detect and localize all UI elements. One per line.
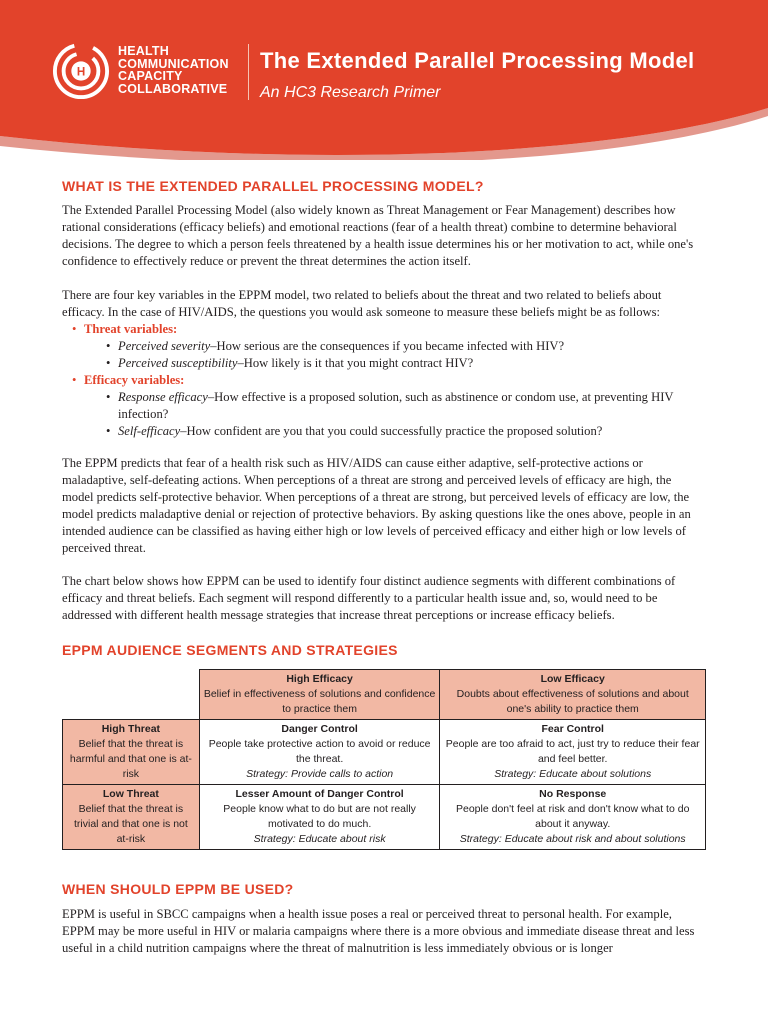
header-divider [248,44,249,100]
section-heading-audience-segments: EPPM AUDIENCE SEGMENTS AND STRATEGIES [62,642,398,658]
hc3-logo-icon [52,42,110,100]
header-banner [0,0,768,160]
org-line: COLLABORATIVE [118,81,228,96]
audience-segments-table [62,669,706,850]
organization-name [118,45,229,95]
bullet: • [106,356,111,370]
svg-text:H: H [76,65,86,79]
row-header-title: Low Threat [102,788,159,800]
variable-question: –How effective is a proposed solution, such as abstinence or condom use, at preventing HIV infection? [118,390,674,421]
column-header-low-efficacy [440,670,706,720]
row-header-low-threat [63,785,200,850]
segment-cell-danger-control [199,720,440,785]
org-line: HEALTH [118,44,169,58]
segment-strategy: Strategy: Educate about risk [253,833,386,845]
when-to-use-paragraph: EPPM is useful in SBCC campaigns when a health issue poses a real or perceived threat to personal health. For example, EPPM may be more useful in HIV or malaria campaigns where there is a more obvious and immediate disease threat and less useful in a child nutrition campaigns where the threat of malnutrition is less immediately obvious or is longer [62,907,695,955]
bullet: • [106,424,111,438]
segment-strategy: Strategy: Provide calls to action [246,768,394,780]
segment-title: Fear Control [541,723,604,735]
predictions-paragraph: The EPPM predicts that fear of a health risk such as HIV/AIDS can cause either adaptive, self-protective actions or maladaptive, self-defeating actions. When perceptions of a threat are strong and perceived levels of efficacy are high, the model predicts self-protective behavior. When perceptions of a threat are strong, but perceived levels of efficacy are low, the model predicts maladaptive denial or rejection of protective behaviors. By asking questions like the ones above, people in an intended audience can be classified as having either high or low levels of perceived efficacy and either high or low levels of perceived threat. [62,456,691,555]
document-title: The Extended Parallel Processing Model [260,48,695,73]
row-header-high-threat [63,720,200,785]
segment-description: People are too afraid to act, just try to reduce their fear and feel better. [445,738,700,765]
segment-title: Lesser Amount of Danger Control [235,788,404,800]
table-corner-cell [63,670,200,720]
column-header-title: High Efficacy [286,673,353,685]
segment-description: People know what to do but are not really motivated to do much. [223,803,416,830]
threat-variables-label: Threat variables: [84,322,178,336]
bullet: • [106,390,111,404]
row-header-title: High Threat [101,723,161,735]
segment-cell-fear-control [440,720,706,785]
variable-term: Perceived severity [118,339,211,353]
segment-strategy: Strategy: Educate about solutions [494,768,652,780]
table-row [63,785,706,850]
list-item [106,355,704,372]
org-line: CAPACITY [118,69,183,83]
variable-term: Self-efficacy [118,424,181,438]
threat-variables-item [62,321,704,372]
variable-term: Perceived susceptibility [118,356,238,370]
bullet: • [72,373,77,387]
variable-question: –How confident are you that you could successfully practice the proposed solution? [180,424,603,438]
efficacy-variables-label: Efficacy variables: [84,373,185,387]
segment-description: People don't feel at risk and don't know what to do about it anyway. [456,803,690,830]
section-heading-what-is-eppm: WHAT IS THE EXTENDED PARALLEL PROCESSING MODEL? [62,178,484,194]
column-header-title: Low Efficacy [540,673,605,685]
bullet: • [106,339,111,353]
segment-title: No Response [539,788,607,800]
variables-intro: There are four key variables in the EPPM model, two related to beliefs about the threat and two related to beliefs about efficacy. In the case of HIV/AIDS, the questions you would ask someone to measure these beliefs might be as follows: [62,288,662,319]
efficacy-variables-item [62,372,704,440]
document-subtitle: An HC3 Research Primer [260,84,441,101]
table-header-row [63,670,706,720]
intro-paragraph: The Extended Parallel Processing Model (also widely known as Threat Management or Fear Management) describes how rational considerations (efficacy beliefs) and emotional reactions (fear of a health threat) combine to determine behavioral decisions. The degree to which a person feels threatened by a health issue determines his or her motivation to act, while one's confidence to effectively reduce or prevent the threat determines the action itself. [62,203,694,268]
table-row [63,720,706,785]
row-header-description: Belief that the threat is harmful and that one is at-risk [69,738,192,780]
variable-question: –How likely is it that you might contract HIV? [237,356,474,370]
chart-intro-paragraph: The chart below shows how EPPM can be used to identify four distinct audience segments with different combinations of efficacy and threat beliefs. Each segment will respond differently to a particular health issue and, so, would need to be addressed with different health message strategies that increase threat perceptions or increase efficacy beliefs. [62,574,676,622]
segment-title: Danger Control [281,723,358,735]
segment-cell-no-response [440,785,706,850]
variable-term: Response efficacy [118,390,208,404]
list-item [106,338,704,355]
segment-cell-lesser-danger-control [199,785,440,850]
column-header-description: Doubts about effectiveness of solutions and about one's ability to practice them [456,688,689,715]
org-line: COMMUNICATION [118,56,229,71]
variables-block [62,287,704,440]
segment-strategy: Strategy: Educate about risk and about solutions [459,833,686,845]
variable-question: –How serious are the consequences if you became infected with HIV? [210,339,565,353]
column-header-description: Belief in effectiveness of solutions and confidence to practice them [203,688,436,715]
row-header-description: Belief that the threat is trivial and that one is not at-risk [73,803,188,845]
list-item [106,423,704,440]
variables-list [62,321,704,440]
list-item [106,389,704,423]
section-heading-when-to-use: WHEN SHOULD EPPM BE USED? [62,881,294,897]
column-header-high-efficacy [199,670,440,720]
segment-description: People take protective action to avoid or reduce the threat. [208,738,431,765]
bullet: • [72,322,77,336]
